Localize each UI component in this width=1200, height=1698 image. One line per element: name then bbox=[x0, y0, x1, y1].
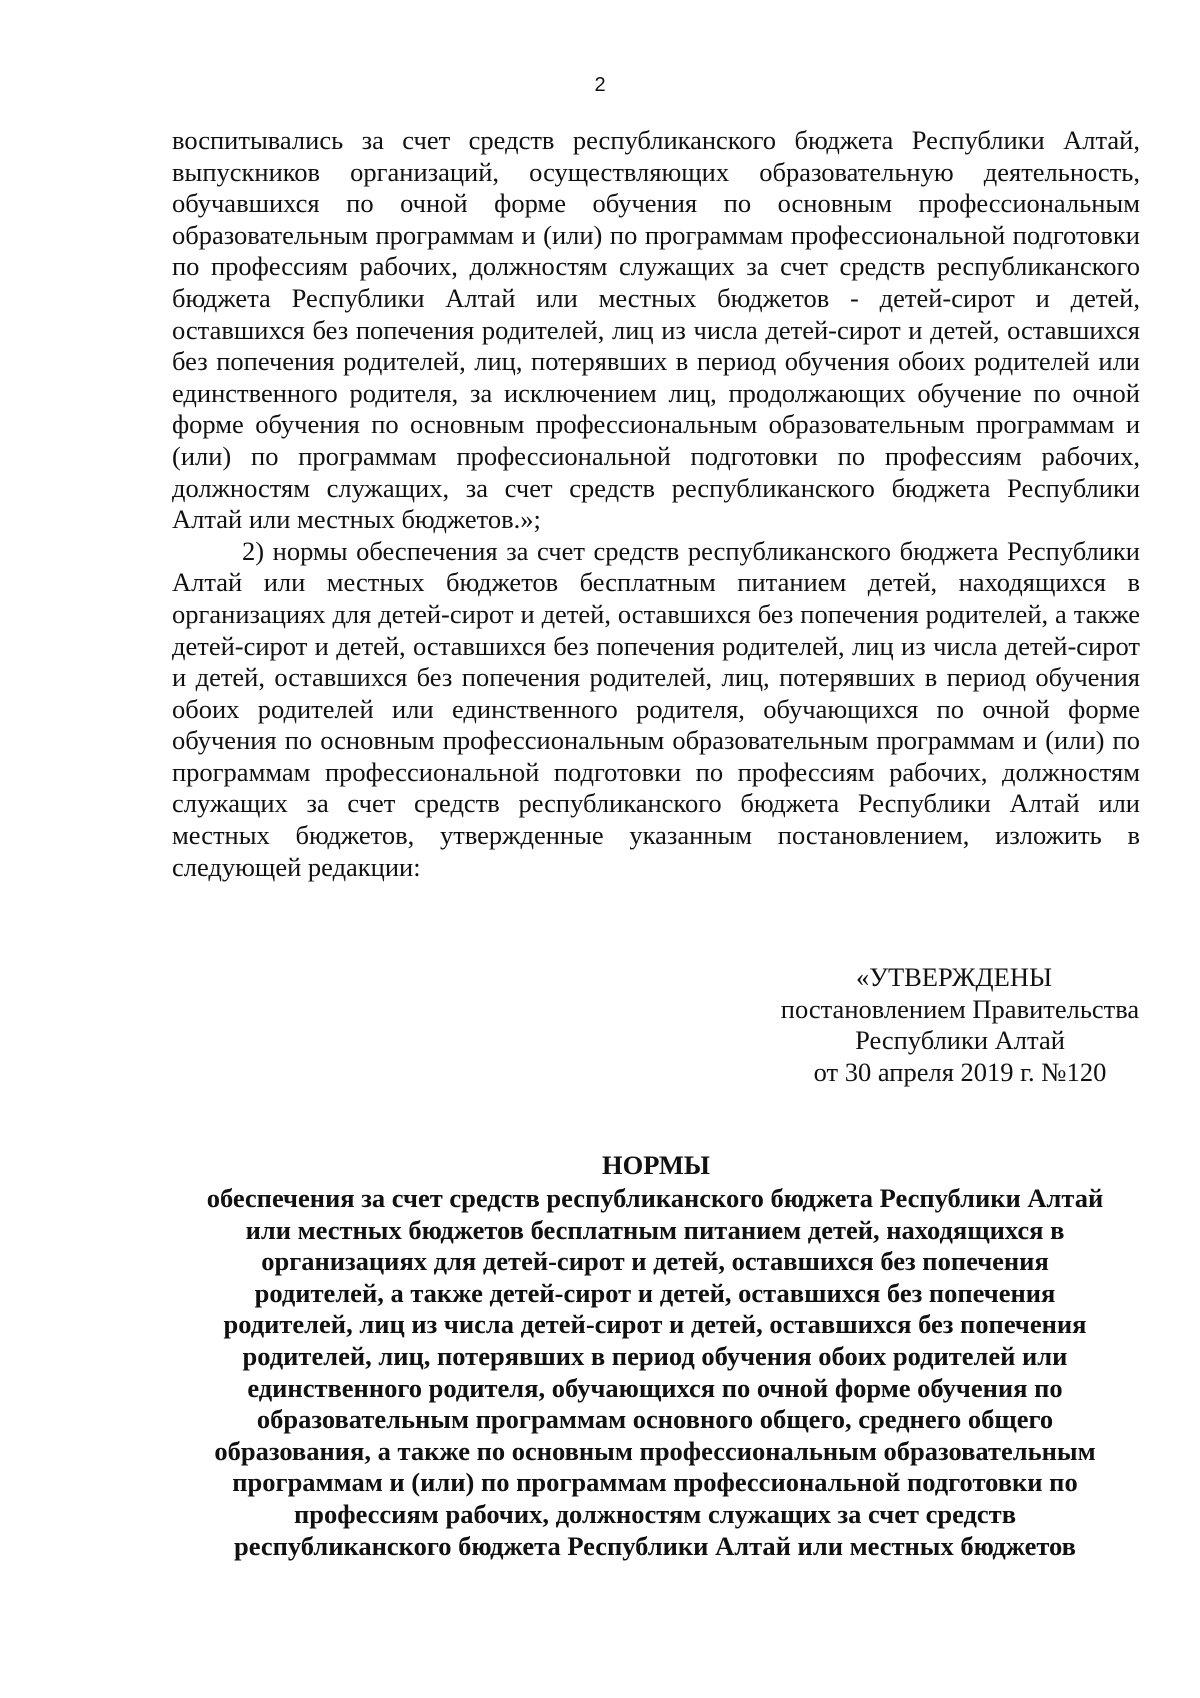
approval-heading: «УТВЕРЖДЕНЫ bbox=[855, 962, 1053, 992]
subtitle-line: родителей, а также детей-сирот и детей, оставшихся без попечения bbox=[254, 1277, 1056, 1308]
paragraph-continuation: воспитывались за счет средств республиканского бюджета Республики Алтай, выпускников организаций, осуществляющих образовательную деятельность, обучавшихся по очной форме обучения по основным профессиональным образовательным программам и (или) по программам профессиональной подготовки по профессиям рабочих, должностям служащих за счет средств республиканского бюджета Республики Алтай или местных бюджетов - детей-сирот и детей, оставшихся без попечения родителей, лиц из числа детей-сирот и детей, оставшихся без попечения родителей, лиц, потерявших в период обучения обоих родителей или единственного родителя, за исключением лиц, продолжающих обучение по очной форме обучения по основным профессиональным образовательным программам и (или) по программам профессиональной подготовки по профессиям рабочих, должностям служащих, за счет средств республиканского бюджета Республики Алтай или местных бюджетов.»; bbox=[172, 125, 1140, 535]
subtitle-line: или местных бюджетов бесплатным питанием детей, находящихся в bbox=[245, 1214, 1065, 1245]
approval-region: Республики Алтай bbox=[855, 1025, 1065, 1056]
subtitle-line: республиканского бюджета Республики Алтай или местных бюджетов bbox=[234, 1530, 1076, 1561]
page-number: 2 bbox=[594, 74, 606, 96]
subtitle-line: профессиям рабочих, должностям служащих за счет средств bbox=[293, 1498, 1017, 1529]
approval-decree: постановлением Правительства bbox=[780, 993, 1140, 1024]
subtitle-line: организациях для детей-сирот и детей, оставшихся без попечения bbox=[261, 1246, 1049, 1277]
paragraph-item-2: 2) нормы обеспечения за счет средств республиканского бюджета Республики Алтай или местных бюджетов бесплатным питанием детей, находящихся в организациях для детей-сирот и детей, оставшихся без попечения родителей, а также детей-сирот и детей, оставшихся без попечения родителей, лиц из числа детей-сирот и детей, оставшихся без попечения родителей, лиц, потерявших в период обучения обоих родителей или единственного родителя, обучающихся по очной форме обучения по основным профессиональным образовательным программам и (или) по программам профессиональной подготовки по профессиям рабочих, должностям служащих за счет средств республиканского бюджета Республики Алтай или местных бюджетов, утвержденные указанным постановлением, изложить в следующей редакции: bbox=[172, 535, 1140, 882]
document-subtitle bbox=[150, 1183, 1160, 1562]
document-title: НОРМЫ bbox=[602, 1150, 710, 1180]
subtitle-line: образования, а также по основным профессиональным образовательным bbox=[214, 1435, 1096, 1466]
subtitle-line: родителей, лиц, потерявших в период обучения обоих родителей или bbox=[242, 1340, 1068, 1371]
subtitle-line: обеспечения за счет средств республиканского бюджета Республики Алтай bbox=[206, 1183, 1104, 1213]
subtitle-line: единственного родителя, обучающихся по очной форме обучения по bbox=[247, 1372, 1063, 1403]
approval-date-number: от 30 апреля 2019 г. №120 bbox=[813, 1056, 1107, 1087]
subtitle-line: образовательным программам основного общего, среднего общего bbox=[256, 1404, 1054, 1435]
subtitle-line: родителей, лиц из числа детей-сирот и детей, оставшихся без попечения bbox=[223, 1309, 1087, 1340]
subtitle-line: программам и (или) по программам профессиональной подготовки по bbox=[232, 1467, 1078, 1498]
document-body bbox=[172, 125, 1140, 883]
approval-block bbox=[700, 962, 1200, 1088]
